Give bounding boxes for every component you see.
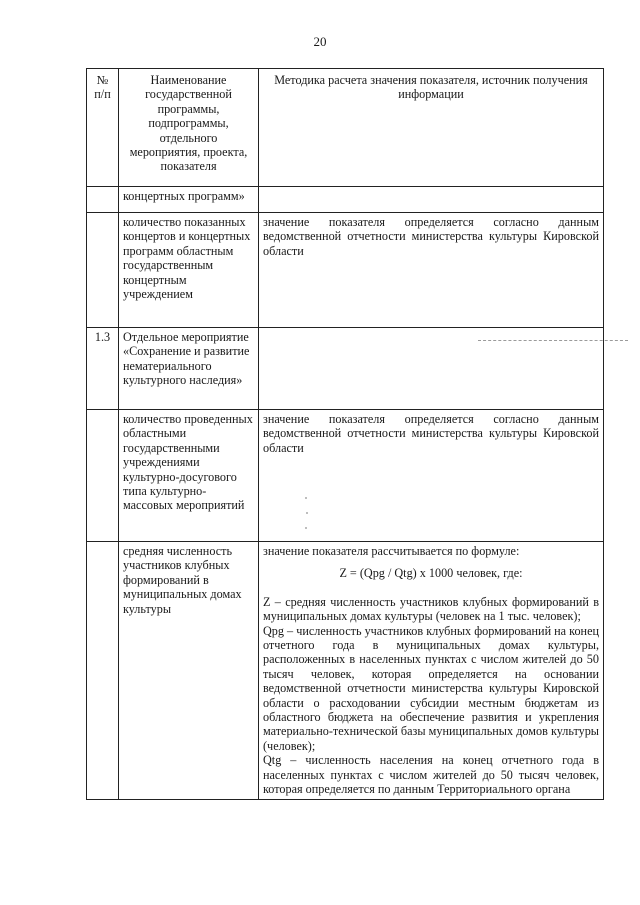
- row-name: Отдельное мероприятие «Сохранение и развитие нематериального культурного наследия»: [119, 328, 259, 410]
- row-method: значение показателя определяется согласно данным ведомственной отчетности министерства культуры Кировской области: [259, 213, 604, 328]
- methodology-table: [86, 68, 604, 800]
- header-name: Наименование государственной программы, подпрограммы, отдельного мероприятия, проекта, показателя: [119, 69, 259, 187]
- table-row: [87, 213, 604, 328]
- row-name: количество проведенных областными государственными учреждениями культурно-досугового типа культурно-массовых мероприятий: [119, 410, 259, 542]
- page-number: 20: [313, 34, 327, 49]
- definition-qtg: Qtg – численность населения на конец отчетного года в населенных пунктах с числом жителей до 50 тысяч человек, которая определяется по данным Территориального органа: [263, 753, 599, 797]
- definition-qpg: Qpg – численность участников клубных формирований на конец отчетного года в муниципальных домах культуры, расположенных в населенных пунктах с числом жителей до 50 тысяч человек, которая определяется на основании ведомственной отчетности министерства культуры Кировской области о расходовании субсидии местным бюджетам из областного бюджета на обеспечение развития и укрепления материально-технической базы муниципальных домов культуры (человек);: [263, 623, 599, 753]
- row-method: значение показателя определяется согласно данным ведомственной отчетности министерства культуры Кировской области: [259, 410, 604, 542]
- row-number: 1.3: [87, 328, 119, 410]
- table-row: [87, 410, 604, 542]
- formula-intro: значение показателя рассчитывается по формуле:: [263, 544, 520, 558]
- row-name: количество показанных концертов и концертных программ областным государственным концертным учреждением: [119, 213, 259, 328]
- scan-artifact-dashes: [478, 340, 628, 342]
- row-number: [87, 187, 119, 213]
- table-row: [87, 542, 604, 800]
- definition-z: Z – средняя численность участников клубных формирований в муниципальных домах культуры (человек на 1 тыс. человек);: [263, 594, 599, 624]
- scan-speck: [306, 512, 308, 514]
- table-header-row: [87, 69, 604, 187]
- row-method: [259, 187, 604, 213]
- header-method: Методика расчета значения показателя, источник получения информации: [259, 69, 604, 187]
- scan-speck: [305, 497, 307, 499]
- row-number: [87, 410, 119, 542]
- formula: Z = (Qpg / Qtg) x 1000 человек, где:: [339, 566, 523, 581]
- table-row: [87, 187, 604, 213]
- scan-speck: [305, 527, 307, 529]
- row-number: [87, 213, 119, 328]
- header-number: № п/п: [87, 69, 119, 187]
- row-name: средняя численность участников клубных формирований в муниципальных домах культуры: [119, 542, 259, 800]
- row-number: [87, 542, 119, 800]
- row-method-formula: [259, 542, 604, 800]
- row-name: концертных программ»: [119, 187, 259, 213]
